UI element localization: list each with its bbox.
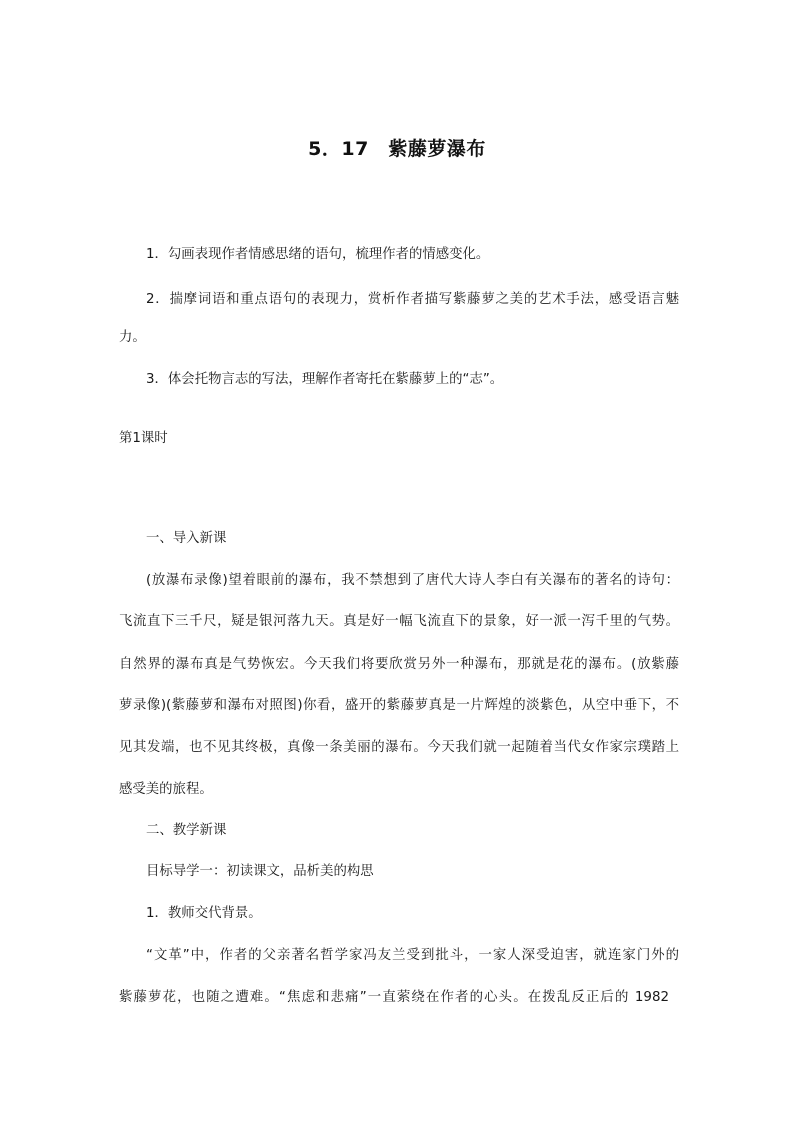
page-title: 5．17 紫藤萝瀑布 bbox=[308, 138, 486, 160]
intro-paragraph-line: 自然界的瀑布真是气势恢宏。今天我们将要欣赏另外一种瀑布，那就是花的瀑布。(放紫藤 bbox=[119, 657, 679, 672]
intro-paragraph-line: 见其发端，也不见其终极，真像一条美丽的瀑布。今天我们就一起随着当代女作家宗璞踏上 bbox=[119, 740, 679, 755]
intro-paragraph-line: (放瀑布录像)望着眼前的瀑布，我不禁想到了唐代大诗人李白有关瀑布的著名的诗句： bbox=[146, 573, 679, 588]
intro-paragraph-line: 萝录像)(紫藤萝和瀑布对照图)你看，盛开的紫藤萝真是一片辉煌的淡紫色，从空中垂下，不 bbox=[119, 698, 679, 713]
objective-2-continued: 力。 bbox=[119, 330, 146, 345]
objective-1: 1．勾画表现作者情感思绪的语句，梳理作者的情感变化。 bbox=[146, 247, 490, 262]
background-paragraph-line: “文革”中，作者的父亲著名哲学家冯友兰受到批斗，一家人深受迫害，就连家门外的 bbox=[146, 948, 679, 963]
objective-2: 2．揣摩词语和重点语句的表现力，赏析作者描写紫藤萝之美的艺术手法，感受语言魅 bbox=[146, 292, 679, 307]
lesson-label: 第1课时 bbox=[119, 431, 168, 446]
objective-3: 3．体会托物言志的写法，理解作者寄托在紫藤萝上的“志”。 bbox=[146, 372, 504, 387]
background-paragraph-line: 紫藤萝花，也随之遭难。“焦虑和悲痛”一直萦绕在作者的心头。在拨乱反正后的 1982 bbox=[119, 990, 669, 1005]
goal-heading-1: 目标导学一：初读课文，品析美的构思 bbox=[146, 864, 374, 879]
intro-paragraph-line: 感受美的旅程。 bbox=[119, 782, 213, 797]
step-heading-1: 1．教师交代背景。 bbox=[146, 906, 262, 921]
section-heading-new-lesson: 二、教学新课 bbox=[146, 823, 227, 838]
intro-paragraph-line: 飞流直下三千尺，疑是银河落九天。真是好一幅飞流直下的景象，好一派一泻千里的气势。 bbox=[119, 614, 679, 629]
section-heading-intro: 一、导入新课 bbox=[146, 531, 227, 546]
